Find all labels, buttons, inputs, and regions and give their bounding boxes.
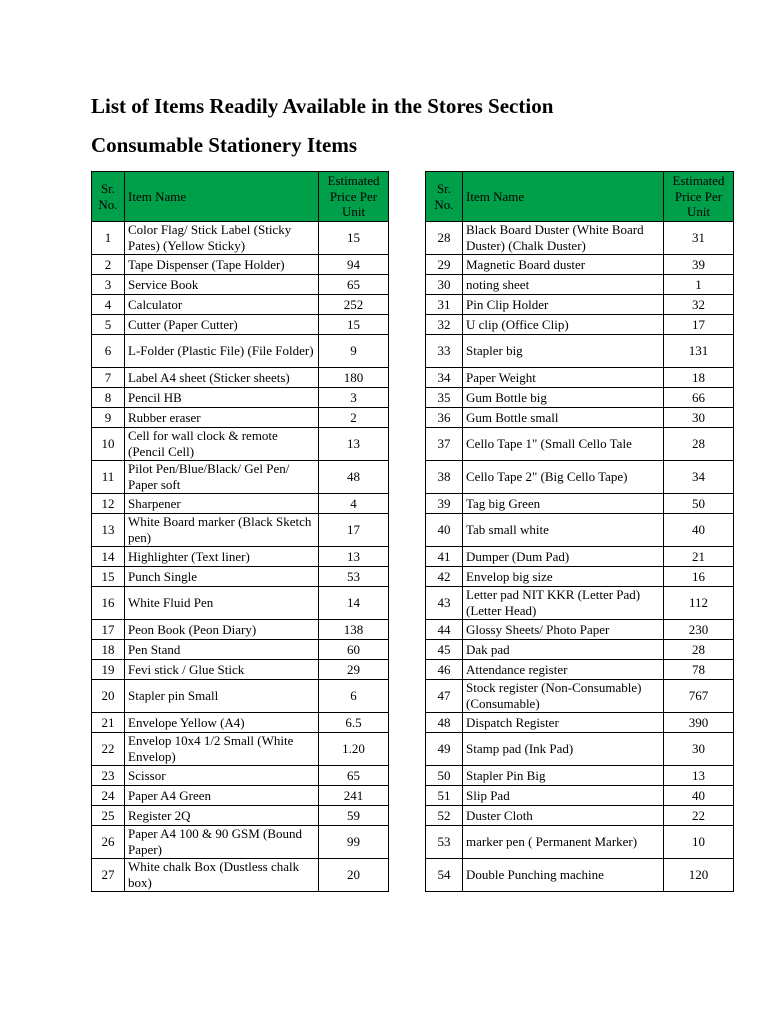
price-cell: 1.20	[319, 733, 389, 766]
page-title: List of Items Readily Available in the Stores Section	[91, 94, 554, 118]
price-cell: 21	[664, 547, 734, 567]
price-cell: 65	[319, 766, 389, 786]
table-row	[92, 222, 389, 255]
price-cell: 53	[319, 567, 389, 587]
sr-no-cell: 15	[92, 567, 125, 587]
price-cell: 180	[319, 368, 389, 388]
price-header: Estimated Price Per Unit	[664, 172, 734, 222]
price-cell: 3	[319, 388, 389, 408]
table-row	[426, 408, 734, 428]
table-row	[426, 388, 734, 408]
table-row	[426, 514, 734, 547]
item-name-cell: Envelope Yellow (A4)	[125, 713, 319, 733]
sr-no-cell: 33	[426, 335, 463, 368]
price-cell: 50	[664, 494, 734, 514]
table-row	[92, 547, 389, 567]
item-name-cell: Stamp pad (Ink Pad)	[463, 733, 664, 766]
price-cell: 78	[664, 660, 734, 680]
item-name-cell: Double Punching machine	[463, 859, 664, 892]
price-cell: 138	[319, 620, 389, 640]
sr-no-cell: 5	[92, 315, 125, 335]
sr-no-cell: 40	[426, 514, 463, 547]
table-row	[92, 408, 389, 428]
table-row	[92, 428, 389, 461]
price-cell: 22	[664, 806, 734, 826]
sr-no-cell: 13	[92, 514, 125, 547]
sr-no-cell: 25	[92, 806, 125, 826]
sr-no-cell: 31	[426, 295, 463, 315]
price-cell: 13	[319, 547, 389, 567]
item-name-cell: Paper A4 Green	[125, 786, 319, 806]
item-name-cell: Tag big Green	[463, 494, 664, 514]
item-name-cell: Dak pad	[463, 640, 664, 660]
sr-no-cell: 38	[426, 461, 463, 494]
price-cell: 17	[664, 315, 734, 335]
price-cell: 29	[319, 660, 389, 680]
table-row	[92, 295, 389, 315]
table-row	[92, 766, 389, 786]
item-name-cell: Fevi stick / Glue Stick	[125, 660, 319, 680]
table-row	[92, 680, 389, 713]
sr-no-cell: 21	[92, 713, 125, 733]
item-name-cell: Calculator	[125, 295, 319, 315]
price-cell: 66	[664, 388, 734, 408]
price-cell: 39	[664, 255, 734, 275]
sr-no-cell: 46	[426, 660, 463, 680]
table-row	[426, 461, 734, 494]
price-cell: 28	[664, 640, 734, 660]
item-name-cell: noting sheet	[463, 275, 664, 295]
table-row	[92, 806, 389, 826]
price-cell: 230	[664, 620, 734, 640]
item-name-cell: Cello Tape 1" (Small Cello Tale	[463, 428, 664, 461]
item-name-cell: U clip (Office Clip)	[463, 315, 664, 335]
table-row	[426, 255, 734, 275]
price-cell: 60	[319, 640, 389, 660]
price-cell: 13	[664, 766, 734, 786]
table-row	[92, 368, 389, 388]
item-name-cell: Pen Stand	[125, 640, 319, 660]
price-cell: 99	[319, 826, 389, 859]
price-cell: 13	[319, 428, 389, 461]
item-name-cell: Highlighter (Text liner)	[125, 547, 319, 567]
item-name-cell: Stapler Pin Big	[463, 766, 664, 786]
item-name-cell: White chalk Box (Dustless chalk box)	[125, 859, 319, 892]
price-cell: 112	[664, 587, 734, 620]
item-name-cell: Peon Book (Peon Diary)	[125, 620, 319, 640]
table-row	[92, 660, 389, 680]
price-cell: 40	[664, 786, 734, 806]
sr-no-cell: 47	[426, 680, 463, 713]
price-cell: 18	[664, 368, 734, 388]
item-name-cell: Scissor	[125, 766, 319, 786]
table-row	[92, 315, 389, 335]
table-row	[426, 766, 734, 786]
price-cell: 6	[319, 680, 389, 713]
item-name-cell: Cell for wall clock & remote (Pencil Cell)	[125, 428, 319, 461]
table-row	[426, 494, 734, 514]
item-name-cell: Duster Cloth	[463, 806, 664, 826]
sr-no-cell: 11	[92, 461, 125, 494]
table-header-row	[92, 172, 389, 222]
table-row	[92, 275, 389, 295]
sr-no-cell: 44	[426, 620, 463, 640]
sr-no-cell: 1	[92, 222, 125, 255]
item-name-cell: White Board marker (Black Sketch pen)	[125, 514, 319, 547]
sr-no-cell: 53	[426, 826, 463, 859]
sr-no-cell: 22	[92, 733, 125, 766]
item-name-cell: Pilot Pen/Blue/Black/ Gel Pen/ Paper soft	[125, 461, 319, 494]
sr-no-header: Sr. No.	[426, 172, 463, 222]
item-name-cell: Rubber eraser	[125, 408, 319, 428]
sr-no-cell: 28	[426, 222, 463, 255]
price-cell: 65	[319, 275, 389, 295]
table-row	[426, 733, 734, 766]
item-name-cell: Stapler pin Small	[125, 680, 319, 713]
table-row	[426, 547, 734, 567]
item-name-cell: Tab small white	[463, 514, 664, 547]
sr-no-cell: 43	[426, 587, 463, 620]
sr-no-header: Sr. No.	[92, 172, 125, 222]
item-name-cell: Letter pad NIT KKR (Letter Pad)(Letter Head)	[463, 587, 664, 620]
item-name-cell: Envelop big size	[463, 567, 664, 587]
item-name-cell: Stock register (Non-Consumable) (Consumable)	[463, 680, 664, 713]
items-table-left	[91, 171, 389, 892]
price-cell: 252	[319, 295, 389, 315]
price-cell: 48	[319, 461, 389, 494]
table-row	[426, 335, 734, 368]
item-name-cell: Service Book	[125, 275, 319, 295]
sr-no-cell: 8	[92, 388, 125, 408]
table-row	[426, 587, 734, 620]
table-row	[92, 388, 389, 408]
price-cell: 10	[664, 826, 734, 859]
items-body-left	[92, 222, 389, 892]
sr-no-cell: 34	[426, 368, 463, 388]
item-name-cell: Punch Single	[125, 567, 319, 587]
price-cell: 94	[319, 255, 389, 275]
item-name-cell: marker pen ( Permanent Marker)	[463, 826, 664, 859]
item-name-cell: Glossy Sheets/ Photo Paper	[463, 620, 664, 640]
price-cell: 767	[664, 680, 734, 713]
sr-no-cell: 24	[92, 786, 125, 806]
item-name-cell: Color Flag/ Stick Label (Sticky Pates) (Yellow Sticky)	[125, 222, 319, 255]
table-header-row	[426, 172, 734, 222]
table-row	[426, 567, 734, 587]
table-row	[92, 826, 389, 859]
price-cell: 6.5	[319, 713, 389, 733]
price-cell: 31	[664, 222, 734, 255]
sr-no-cell: 50	[426, 766, 463, 786]
sr-no-cell: 36	[426, 408, 463, 428]
table-row	[426, 660, 734, 680]
sr-no-cell: 16	[92, 587, 125, 620]
price-cell: 131	[664, 335, 734, 368]
price-cell: 20	[319, 859, 389, 892]
sr-no-cell: 45	[426, 640, 463, 660]
sr-no-cell: 10	[92, 428, 125, 461]
item-name-cell: Envelop 10x4 1/2 Small (White Envelop)	[125, 733, 319, 766]
sr-no-cell: 9	[92, 408, 125, 428]
price-cell: 34	[664, 461, 734, 494]
sr-no-cell: 4	[92, 295, 125, 315]
table-row	[426, 620, 734, 640]
table-row	[92, 514, 389, 547]
item-name-cell: Attendance register	[463, 660, 664, 680]
sr-no-cell: 48	[426, 713, 463, 733]
sr-no-cell: 54	[426, 859, 463, 892]
item-name-cell: Gum Bottle big	[463, 388, 664, 408]
item-name-cell: Dispatch Register	[463, 713, 664, 733]
table-row	[426, 315, 734, 335]
sr-no-cell: 42	[426, 567, 463, 587]
price-cell: 59	[319, 806, 389, 826]
sr-no-cell: 41	[426, 547, 463, 567]
table-row	[426, 640, 734, 660]
item-name-cell: L-Folder (Plastic File) (File Folder)	[125, 335, 319, 368]
table-row	[426, 786, 734, 806]
item-name-cell: Paper A4 100 & 90 GSM (Bound Paper)	[125, 826, 319, 859]
item-name-cell: Cello Tape 2" (Big Cello Tape)	[463, 461, 664, 494]
table-row	[426, 713, 734, 733]
sr-no-cell: 7	[92, 368, 125, 388]
table-row	[426, 428, 734, 461]
table-row	[92, 786, 389, 806]
sr-no-cell: 2	[92, 255, 125, 275]
table-row	[92, 494, 389, 514]
table-row	[92, 640, 389, 660]
table-row	[92, 587, 389, 620]
table-row	[92, 567, 389, 587]
item-name-cell: Pin Clip Holder	[463, 295, 664, 315]
price-header: Estimated Price Per Unit	[319, 172, 389, 222]
price-cell: 40	[664, 514, 734, 547]
item-name-cell: Slip Pad	[463, 786, 664, 806]
sr-no-cell: 51	[426, 786, 463, 806]
sr-no-cell: 37	[426, 428, 463, 461]
table-row	[92, 859, 389, 892]
item-name-header: Item Name	[125, 172, 319, 222]
item-name-cell: Label A4 sheet (Sticker sheets)	[125, 368, 319, 388]
table-row	[92, 461, 389, 494]
table-row	[426, 275, 734, 295]
sr-no-cell: 26	[92, 826, 125, 859]
price-cell: 390	[664, 713, 734, 733]
item-name-cell: Cutter (Paper Cutter)	[125, 315, 319, 335]
price-cell: 15	[319, 222, 389, 255]
table-row	[426, 859, 734, 892]
item-name-cell: Tape Dispenser (Tape Holder)	[125, 255, 319, 275]
sr-no-cell: 27	[92, 859, 125, 892]
price-cell: 16	[664, 567, 734, 587]
price-cell: 15	[319, 315, 389, 335]
table-row	[92, 713, 389, 733]
sr-no-cell: 19	[92, 660, 125, 680]
item-name-cell: Register 2Q	[125, 806, 319, 826]
sr-no-cell: 32	[426, 315, 463, 335]
price-cell: 241	[319, 786, 389, 806]
sr-no-cell: 39	[426, 494, 463, 514]
table-row	[426, 806, 734, 826]
table-row	[426, 680, 734, 713]
table-row	[426, 368, 734, 388]
item-name-cell: White Fluid Pen	[125, 587, 319, 620]
price-cell: 30	[664, 733, 734, 766]
sr-no-cell: 12	[92, 494, 125, 514]
table-row	[426, 826, 734, 859]
price-cell: 9	[319, 335, 389, 368]
item-name-cell: Dumper (Dum Pad)	[463, 547, 664, 567]
item-name-cell: Gum Bottle small	[463, 408, 664, 428]
sr-no-cell: 18	[92, 640, 125, 660]
price-cell: 4	[319, 494, 389, 514]
table-row	[92, 733, 389, 766]
price-cell: 17	[319, 514, 389, 547]
sr-no-cell: 17	[92, 620, 125, 640]
table-row	[426, 295, 734, 315]
item-name-cell: Sharpener	[125, 494, 319, 514]
price-cell: 32	[664, 295, 734, 315]
item-name-cell: Black Board Duster (White Board Duster) (Chalk Duster)	[463, 222, 664, 255]
price-cell: 120	[664, 859, 734, 892]
sr-no-cell: 35	[426, 388, 463, 408]
sr-no-cell: 6	[92, 335, 125, 368]
sr-no-cell: 52	[426, 806, 463, 826]
table-row	[426, 222, 734, 255]
price-cell: 1	[664, 275, 734, 295]
sr-no-cell: 20	[92, 680, 125, 713]
item-name-cell: Stapler big	[463, 335, 664, 368]
sr-no-cell: 23	[92, 766, 125, 786]
sr-no-cell: 14	[92, 547, 125, 567]
price-cell: 28	[664, 428, 734, 461]
item-name-cell: Paper Weight	[463, 368, 664, 388]
sr-no-cell: 30	[426, 275, 463, 295]
section-subtitle: Consumable Stationery Items	[91, 133, 357, 157]
item-name-cell: Pencil HB	[125, 388, 319, 408]
table-row	[92, 255, 389, 275]
sr-no-cell: 29	[426, 255, 463, 275]
sr-no-cell: 49	[426, 733, 463, 766]
price-cell: 14	[319, 587, 389, 620]
item-name-cell: Magnetic Board duster	[463, 255, 664, 275]
table-row	[92, 335, 389, 368]
price-cell: 30	[664, 408, 734, 428]
item-name-header: Item Name	[463, 172, 664, 222]
sr-no-cell: 3	[92, 275, 125, 295]
items-table-right	[425, 171, 734, 892]
price-cell: 2	[319, 408, 389, 428]
items-body-right	[426, 222, 734, 892]
table-row	[92, 620, 389, 640]
